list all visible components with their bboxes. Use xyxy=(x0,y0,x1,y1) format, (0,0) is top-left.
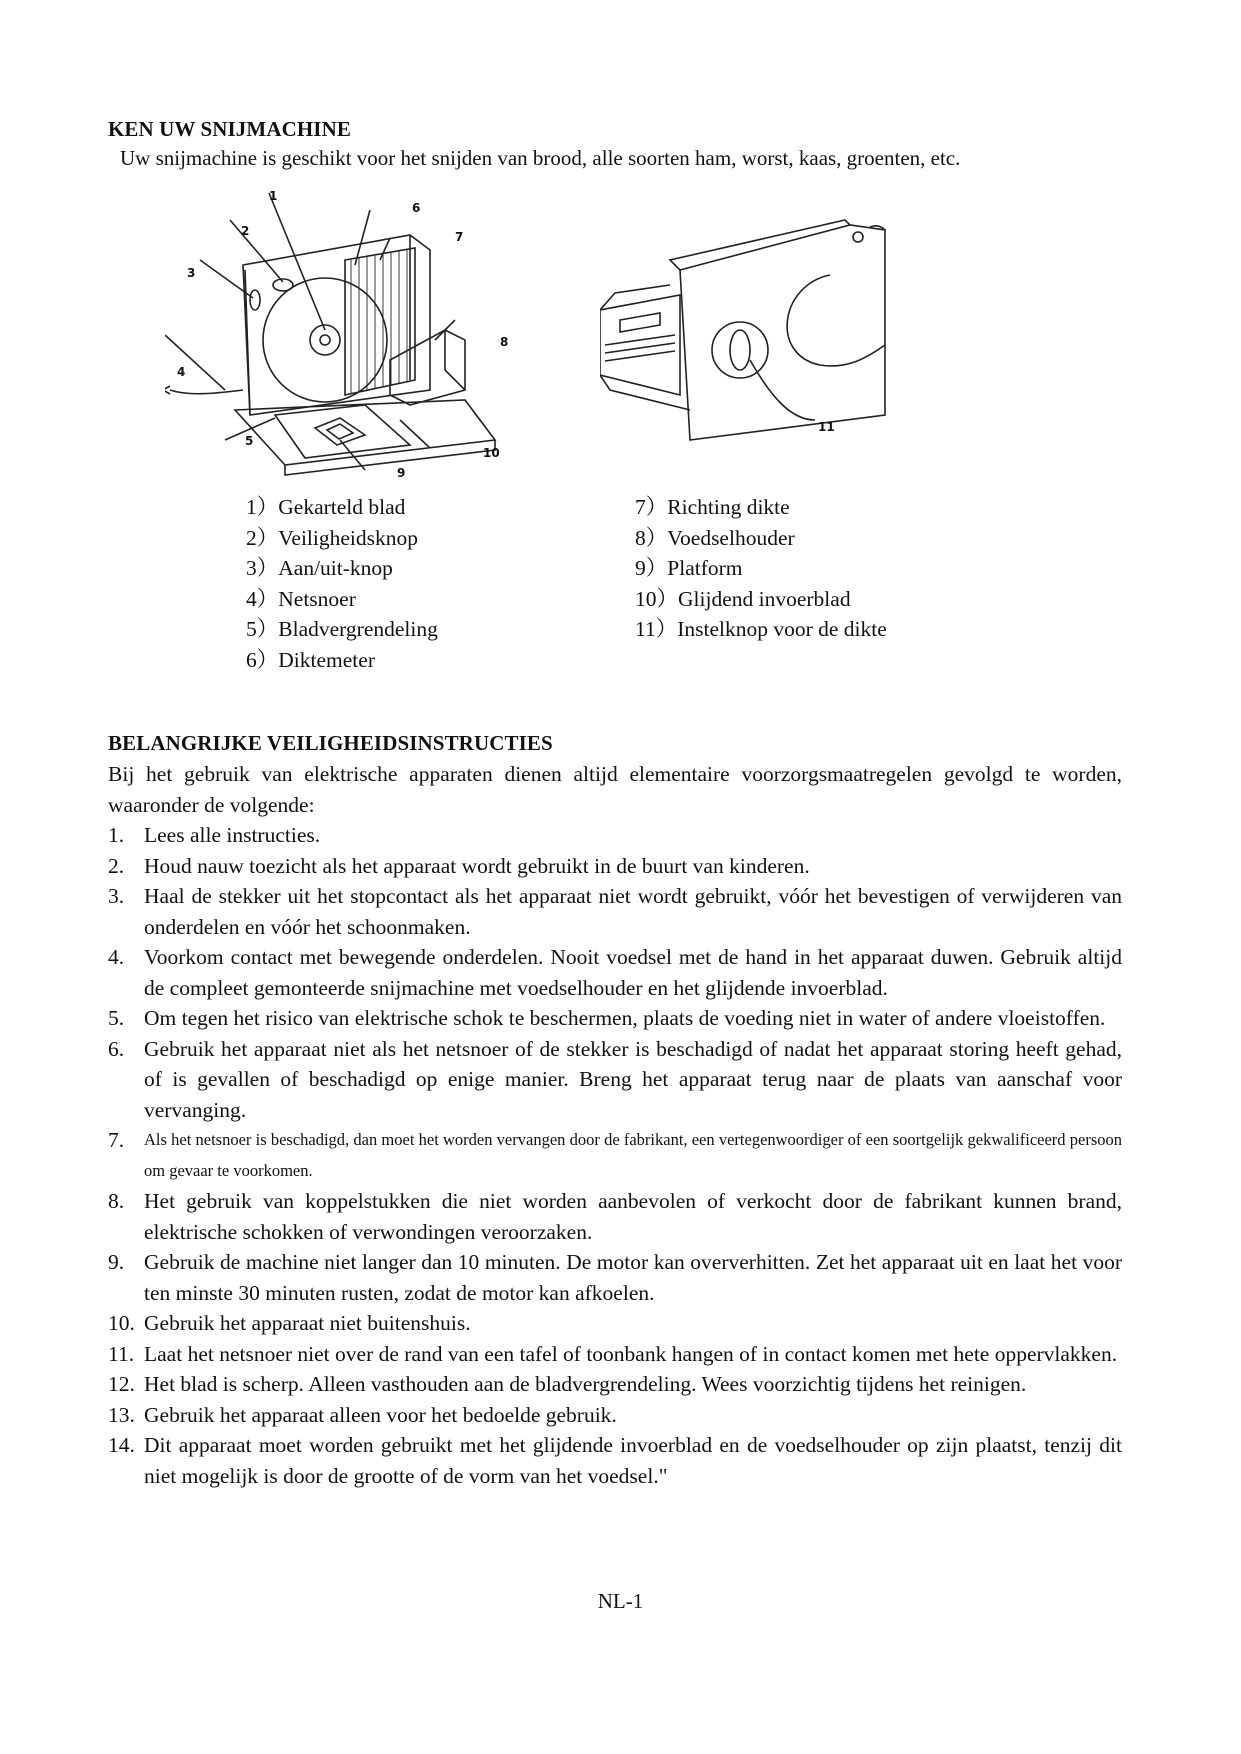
list-item: 6. Gebruik het apparaat niet als het netsnoer of de stekker is beschadigd of nadat het apparaat storing heeft gehad, of is gevallen of beschadigd op enige manier. Breng het apparaat terug naar de plaats van aanschaf voor vervanging. xyxy=(108,1036,1122,1122)
list-item: 11. Laat het netsnoer niet over de rand van een tafel of toonbank hangen of in contact komen met hete oppervlakken. xyxy=(108,1341,1118,1366)
list-item: 5）Bladvergrendeling xyxy=(246,617,438,641)
callout-9: 9 xyxy=(397,466,406,480)
callout-3: 3 xyxy=(187,266,196,280)
intro-text: Uw snijmachine is geschikt voor het snijden van brood, alle soorten ham, worst, kaas, groenten, etc. xyxy=(120,146,961,170)
callout-7: 7 xyxy=(455,230,464,244)
slicer-diagram-side xyxy=(600,215,900,455)
callout-2: 2 xyxy=(241,224,250,238)
list-item: 5. Om tegen het risico van elektrische schok te beschermen, plaats de voeding niet in water of andere vloeistoffen. xyxy=(108,1006,1106,1030)
list-item: 3）Aan/uit-knop xyxy=(246,556,393,580)
list-item: 3. Haal de stekker uit het stopcontact als het apparaat niet wordt gebruikt, vóór het bevestigen of verwijderen van onderdelen en vóór het schoonmaken. xyxy=(108,884,1122,939)
list-item: 10. Gebruik het apparaat niet buitenshuis. xyxy=(108,1311,471,1335)
list-item: 13. Gebruik het apparaat alleen voor het bedoelde gebruik. xyxy=(108,1402,617,1427)
list-item: 4. Voorkom contact met bewegende onderdelen. Nooit voedsel met de hand in het apparaat duwen. Gebruik altijd de compleet gemonteerde snijmachine met voedselhouder en het glijdende invoerblad. xyxy=(108,945,1122,1000)
page-number: NL-1 xyxy=(597,1589,644,1613)
list-item: 9. Gebruik de machine niet langer dan 10 minuten. De motor kan oververhitten. Zet het apparaat uit en laat het voor ten minste 30 minuten rusten, zodat de motor kan afkoelen. xyxy=(108,1250,1122,1305)
list-item: 6）Diktemeter xyxy=(246,647,375,672)
list-item: 8）Voedselhouder xyxy=(635,525,795,550)
section-title-know-your-slicer: KEN UW SNIJMACHINE xyxy=(108,117,351,141)
callout-10: 10 xyxy=(483,446,500,460)
callout-8: 8 xyxy=(500,335,509,349)
list-item: 12. Het blad is scherp. Alleen vasthouden aan de bladvergrendeling. Wees voorzichtig tijdens het reinigen. xyxy=(108,1372,1027,1396)
parts-list-left xyxy=(246,492,438,675)
callout-4: 4 xyxy=(177,365,186,379)
list-item: 2. Houd nauw toezicht als het apparaat wordt gebruikt in de buurt van kinderen. xyxy=(108,853,810,878)
list-item: 7. Als het netsnoer is beschadigd, dan moet het worden vervangen door de fabrikant, een vertegenwoordiger of een soortgelijk gekwalificeerd persoon om gevaar te voorkomen. xyxy=(108,1128,1122,1180)
list-item: 1. Lees alle instructies. xyxy=(108,823,321,847)
section-title-safety: BELANGRIJKE VEILIGHEIDSINSTRUCTIES xyxy=(108,731,553,755)
slicer-diagram-front xyxy=(165,190,515,480)
list-item: 9）Platform xyxy=(635,556,743,580)
callout-5: 5 xyxy=(245,434,254,448)
list-item: 7）Richting dikte xyxy=(635,495,790,519)
safety-instructions-list xyxy=(108,820,1122,1491)
list-item: 1）Gekarteld blad xyxy=(246,495,406,519)
callout-1: 1 xyxy=(269,190,278,203)
list-item: 11）Instelknop voor de dikte xyxy=(635,617,887,641)
list-item: 2）Veiligheidsknop xyxy=(246,525,419,550)
list-item: 14. Dit apparaat moet worden gebruikt met het glijdende invoerblad en de voedselhouder op zijn plaatst, tenzij dit niet mogelijk is door de grootte of de vorm van het voedsel." xyxy=(108,1433,1122,1488)
parts-list-right xyxy=(635,492,887,645)
list-item: 8. Het gebruik van koppelstukken die niet worden aanbevolen of verkocht door de fabrikant kunnen brand, elektrische schokken of verwondingen veroorzaken. xyxy=(108,1189,1122,1244)
list-item: 4）Netsnoer xyxy=(246,586,356,611)
callout-6: 6 xyxy=(412,201,421,215)
list-item: 10）Glijdend invoerblad xyxy=(635,586,851,611)
safety-lead-text: Bij het gebruik van elektrische apparaten dienen altijd elementaire voorzorgsmaatregelen gevolgd te worden, waaronder de volgende: xyxy=(108,762,1122,817)
callout-11: 11 xyxy=(818,420,835,434)
